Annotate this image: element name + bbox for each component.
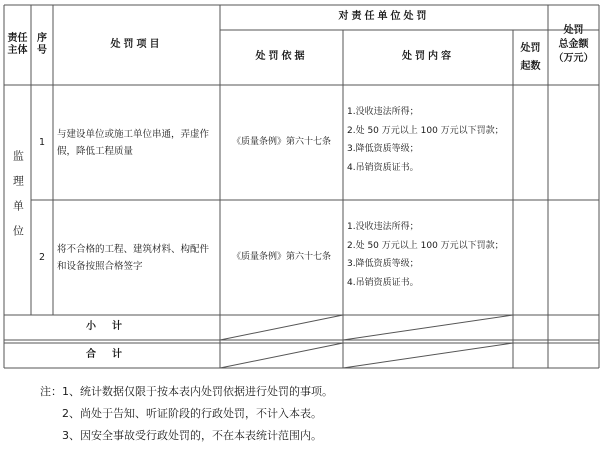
row-2-content-line: 2.处 50 万元以上 100 万元以下罚款； [347, 240, 504, 251]
header-total: 处罚 总金额 （万元） [553, 25, 594, 64]
note-line-3 [40, 425, 333, 447]
row-2-basis: 《质量条例》第六十七条 [231, 252, 331, 262]
note-text: 1、统计数据仅限于按本表内处罚依据进行处罚的事项。 [62, 385, 333, 398]
note-line-2 [40, 403, 333, 425]
row-1-item: 与建设单位或施工单位串通，弄虚作假，降低工程质量 [57, 128, 210, 157]
header-content: 处罚内容 [402, 51, 454, 63]
row-1-content [347, 103, 504, 177]
notes-block [40, 381, 333, 447]
subject-value: 监理单位 [11, 150, 25, 250]
header-basis: 处罚依据 [255, 51, 308, 63]
total-label: 合计 [86, 349, 138, 361]
row-1-seq: 1 [38, 137, 46, 148]
subtotal-label: 小计 [86, 321, 138, 333]
row-2-content-line: 4.吊销资质证书。 [347, 277, 419, 288]
row-1-content-line: 1.没收违法所得； [347, 107, 419, 117]
row-2-seq: 2 [38, 252, 46, 263]
header-group-title: 对责任单位处罚 [338, 11, 430, 23]
row-2-content-line: 3.降低资质等级； [347, 259, 419, 269]
row-2-content-line: 1.没收违法所得； [347, 222, 419, 232]
row-1-basis: 《质量条例》第六十七条 [231, 137, 331, 147]
row-2-content [347, 218, 504, 292]
row-1-content-line: 2.处 50 万元以上 100 万元以下罚款； [347, 125, 504, 136]
row-1-content-line: 4.吊销资质证书。 [347, 162, 419, 173]
header-count: 处罚 起数 [520, 42, 541, 72]
notes-prefix: 注： [40, 385, 62, 398]
row-2-item: 将不合格的工程、建筑材料、构配件和设备按照合格签字 [57, 243, 210, 272]
note-text: 2、尚处于告知、听证阶段的行政处罚，不计入本表。 [62, 407, 322, 420]
header-subject: 责任 主体 [7, 32, 28, 56]
note-line-1 [40, 381, 333, 403]
header-item: 处罚项目 [110, 38, 163, 50]
row-1-content-line: 3.降低资质等级； [347, 144, 419, 154]
header-seq: 序 号 [37, 32, 47, 56]
note-text: 3、因安全事故受行政处罚的，不在本表统计范围内。 [62, 429, 322, 442]
